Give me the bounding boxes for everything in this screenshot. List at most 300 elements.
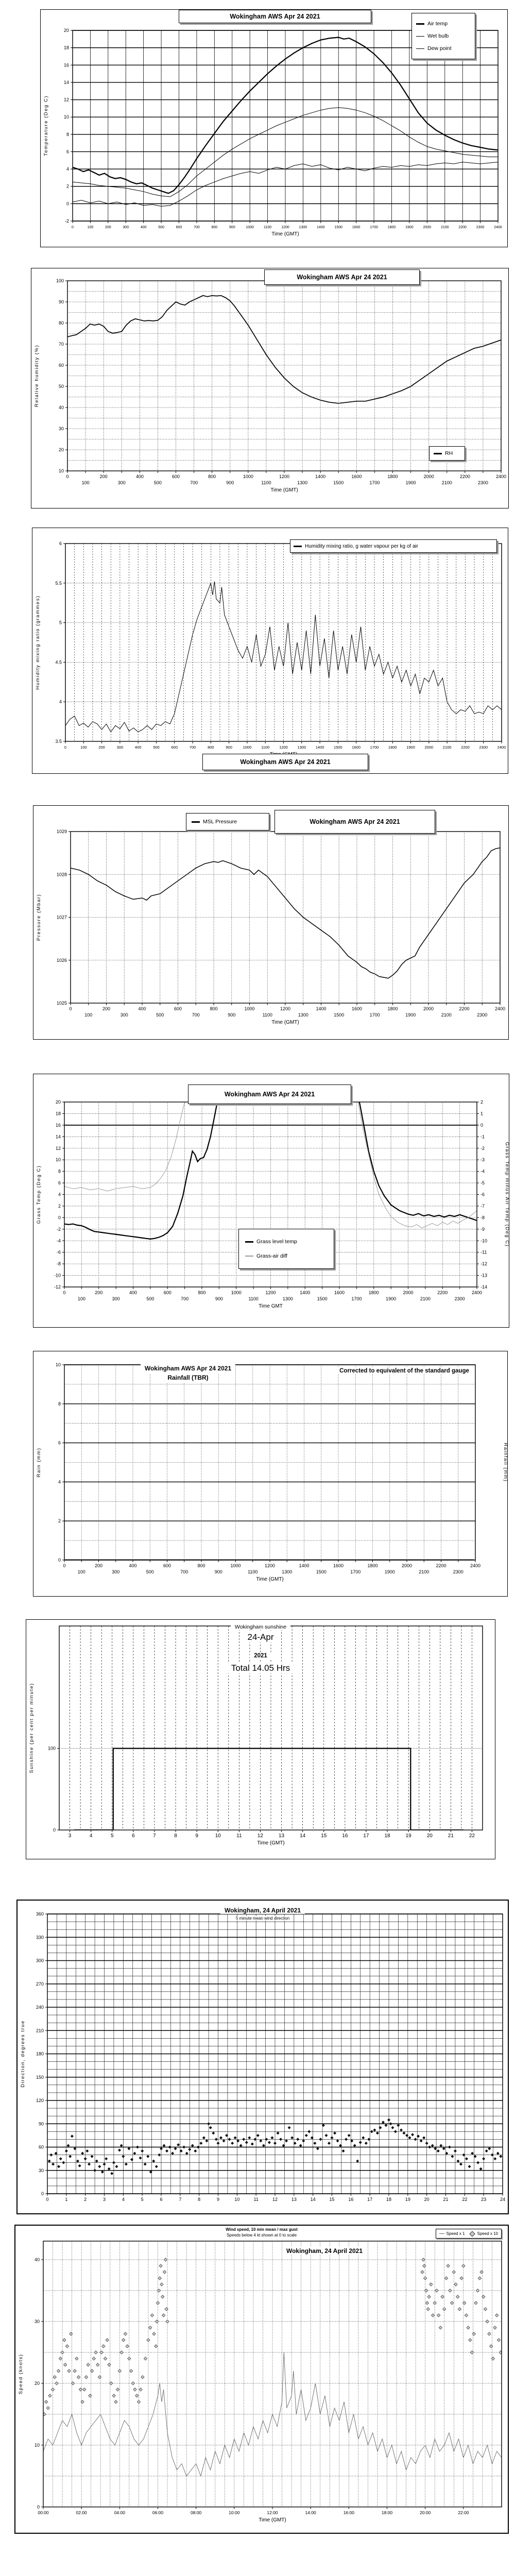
rainfall-title-line1: Wokingham AWS Apr 24 2021 (141, 1364, 235, 1373)
legend-box (186, 813, 269, 831)
mixing-ratio-chart (32, 528, 509, 774)
svg-text:900: 900 (226, 745, 232, 750)
svg-text:Relative humidity (%): Relative humidity (%) (34, 344, 40, 408)
svg-text:-2: -2 (56, 1226, 61, 1232)
svg-text:10:00: 10:00 (229, 2510, 240, 2515)
svg-text:-14: -14 (480, 1284, 488, 1290)
svg-text:06:00: 06:00 (152, 2510, 164, 2515)
svg-text:400: 400 (134, 745, 142, 750)
svg-text:300: 300 (120, 1012, 128, 1018)
svg-text:12: 12 (257, 1833, 264, 1839)
svg-text:4: 4 (58, 1192, 61, 1197)
mixing-ratio-line-swatch (294, 546, 302, 547)
svg-text:16: 16 (342, 1833, 348, 1839)
svg-text:16: 16 (55, 1122, 61, 1128)
svg-text:Speed (knots): Speed (knots) (18, 2353, 24, 2395)
svg-text:-1: -1 (480, 1134, 485, 1140)
svg-text:1300: 1300 (297, 480, 308, 485)
svg-text:14: 14 (55, 1134, 61, 1140)
svg-text:0: 0 (72, 226, 74, 229)
svg-text:200: 200 (98, 745, 105, 750)
svg-text:1700: 1700 (369, 480, 380, 485)
svg-text:100: 100 (77, 1296, 85, 1301)
chart-title-box: Wokingham AWS Apr 24 2021 (264, 269, 420, 285)
svg-text:1700: 1700 (370, 745, 379, 750)
svg-text:Time (GMT): Time (GMT) (271, 231, 299, 237)
svg-text:Temperature (Deg C): Temperature (Deg C) (43, 95, 49, 156)
svg-text:90: 90 (38, 2121, 44, 2127)
svg-text:0: 0 (63, 1563, 66, 1568)
pressure-chart (33, 806, 509, 1040)
svg-text:1900: 1900 (406, 745, 415, 750)
legend-label: Wet bulb (427, 33, 449, 39)
svg-text:1600: 1600 (334, 1290, 345, 1295)
svg-text:400: 400 (129, 1563, 137, 1568)
svg-text:1029: 1029 (56, 829, 67, 834)
svg-text:2200: 2200 (458, 226, 467, 229)
wind-direction-title-text: Wokingham, 24 April 2021 (220, 1907, 305, 1914)
humidity-chart (31, 268, 509, 509)
svg-text:1200: 1200 (264, 1563, 276, 1568)
svg-text:-3: -3 (480, 1157, 485, 1163)
svg-text:Direction, degrees true: Direction, degrees true (20, 2020, 26, 2088)
svg-text:6: 6 (59, 541, 62, 546)
svg-text:14: 14 (300, 1833, 306, 1839)
svg-text:40: 40 (34, 2257, 40, 2262)
svg-text:6: 6 (58, 1440, 61, 1446)
svg-text:2300: 2300 (477, 480, 488, 485)
svg-text:1200: 1200 (279, 745, 288, 750)
svg-text:16: 16 (348, 2197, 354, 2202)
dew-point-line-swatch (416, 48, 424, 49)
svg-text:2400: 2400 (495, 474, 507, 479)
svg-text:300: 300 (36, 1958, 44, 1963)
svg-text:8: 8 (66, 131, 69, 137)
svg-text:1400: 1400 (299, 1563, 310, 1568)
svg-text:5: 5 (110, 1833, 114, 1839)
svg-text:-6: -6 (480, 1192, 485, 1197)
svg-text:1600: 1600 (351, 1006, 363, 1011)
wind-speed-chart (15, 2226, 510, 2535)
svg-text:900: 900 (226, 480, 234, 485)
svg-text:800: 800 (208, 745, 214, 750)
svg-text:10: 10 (55, 1362, 61, 1367)
svg-text:2100: 2100 (442, 745, 452, 750)
svg-text:1000: 1000 (230, 1563, 241, 1568)
svg-text:500: 500 (153, 480, 162, 485)
svg-text:1000: 1000 (244, 1006, 255, 1011)
legend-box (411, 13, 475, 59)
svg-text:1: 1 (65, 2197, 68, 2202)
svg-text:1300: 1300 (298, 1012, 308, 1018)
svg-text:1400: 1400 (300, 1290, 311, 1295)
svg-text:20: 20 (34, 2381, 40, 2386)
svg-text:21: 21 (448, 1833, 454, 1839)
svg-text:100: 100 (47, 1745, 56, 1751)
svg-text:2300: 2300 (476, 226, 485, 229)
svg-text:Grass Temp (Deg C): Grass Temp (Deg C) (36, 1165, 42, 1224)
legend-label: Air temp (427, 21, 448, 27)
legend-item-msl-pressure (192, 814, 264, 830)
svg-text:13: 13 (278, 1833, 285, 1839)
legend-row (439, 2230, 498, 2237)
sunshine-total-text: Total 14.05 Hrs (227, 1663, 294, 1673)
svg-text:23: 23 (481, 2197, 487, 2202)
svg-text:5: 5 (59, 620, 62, 625)
panel-pressure (33, 805, 509, 1040)
svg-text:700: 700 (180, 1569, 188, 1574)
svg-text:800: 800 (197, 1563, 205, 1568)
svg-text:1800: 1800 (367, 1563, 378, 1568)
svg-text:2100: 2100 (441, 480, 452, 485)
legend-label: RH (445, 450, 453, 456)
panel-rainfall (33, 1351, 508, 1597)
svg-text:2400: 2400 (471, 1290, 483, 1295)
svg-text:800: 800 (208, 474, 216, 479)
legend-label: Dew point (427, 45, 452, 52)
svg-text:1400: 1400 (317, 226, 325, 229)
svg-text:17: 17 (367, 2197, 373, 2202)
svg-text:20: 20 (63, 28, 69, 33)
svg-text:2100: 2100 (441, 1012, 452, 1018)
rainfall-chart (33, 1351, 508, 1597)
svg-text:-13: -13 (480, 1273, 488, 1278)
svg-text:16:00: 16:00 (343, 2510, 354, 2515)
panel-mixing-ratio (32, 528, 508, 774)
svg-text:1900: 1900 (405, 1012, 416, 1018)
svg-text:1900: 1900 (405, 226, 414, 229)
svg-text:1200: 1200 (279, 474, 290, 479)
svg-text:1000: 1000 (243, 474, 253, 479)
svg-text:2000: 2000 (401, 1563, 413, 1568)
grass-temp-line-swatch (245, 1241, 253, 1243)
svg-text:18:00: 18:00 (381, 2510, 393, 2515)
svg-text:0: 0 (37, 2504, 40, 2510)
legend-item-grass-air-diff (245, 1249, 328, 1263)
wind-direction-chart (18, 1901, 510, 2215)
svg-text:0: 0 (63, 1290, 66, 1295)
svg-text:12: 12 (272, 2197, 278, 2202)
svg-text:Rain (mm): Rain (mm) (36, 1447, 42, 1478)
svg-text:Time (GMT): Time (GMT) (259, 2517, 286, 2523)
svg-text:6: 6 (160, 2197, 163, 2202)
svg-text:60: 60 (38, 2144, 44, 2150)
svg-text:1900: 1900 (384, 1569, 395, 1574)
sunshine-chart (26, 1620, 496, 1860)
svg-text:600: 600 (163, 1290, 171, 1295)
svg-text:0: 0 (53, 1827, 56, 1833)
svg-text:90: 90 (58, 299, 64, 304)
svg-text:0: 0 (66, 474, 69, 479)
svg-text:1100: 1100 (262, 1012, 272, 1018)
svg-text:2300: 2300 (477, 1012, 488, 1018)
svg-text:22:00: 22:00 (458, 2510, 469, 2515)
panel-grass-temp (33, 1074, 509, 1328)
svg-text:1700: 1700 (350, 1569, 361, 1574)
svg-text:12: 12 (55, 1145, 61, 1151)
svg-text:12:00: 12:00 (267, 2510, 278, 2515)
svg-text:50: 50 (58, 384, 64, 389)
svg-text:2100: 2100 (440, 226, 449, 229)
svg-text:2200: 2200 (437, 1290, 448, 1295)
legend-item-rh (434, 449, 460, 458)
svg-text:2400: 2400 (494, 226, 502, 229)
svg-text:1500: 1500 (317, 1296, 328, 1301)
svg-text:22: 22 (462, 2197, 468, 2202)
svg-text:300: 300 (112, 1569, 120, 1574)
svg-text:8: 8 (198, 2197, 201, 2202)
svg-text:10: 10 (55, 1157, 61, 1163)
svg-text:700: 700 (189, 745, 196, 750)
svg-text:300: 300 (112, 1296, 120, 1301)
svg-text:0: 0 (64, 745, 67, 750)
svg-text:1900: 1900 (405, 480, 416, 485)
svg-text:1100: 1100 (261, 480, 271, 485)
air-temp-line-swatch (416, 23, 424, 25)
svg-text:19: 19 (405, 2197, 410, 2202)
svg-text:21: 21 (443, 2197, 449, 2202)
svg-text:800: 800 (211, 226, 218, 229)
svg-text:200: 200 (105, 226, 111, 229)
svg-text:4: 4 (58, 1479, 61, 1485)
svg-text:200: 200 (102, 1006, 111, 1011)
wet-bulb-line-swatch (416, 36, 424, 37)
svg-text:17: 17 (363, 1833, 369, 1839)
chart-title-box: Wokingham AWS Apr 24 2021 (202, 754, 368, 770)
svg-text:2400: 2400 (497, 745, 506, 750)
svg-text:1800: 1800 (388, 745, 397, 750)
svg-text:210: 210 (36, 2028, 44, 2033)
svg-text:1025: 1025 (56, 1001, 67, 1006)
svg-text:-5: -5 (480, 1180, 485, 1186)
svg-text:0: 0 (58, 1557, 61, 1563)
panel-sunshine (26, 1619, 495, 1859)
svg-text:2200: 2200 (436, 1563, 447, 1568)
svg-text:-11: -11 (480, 1249, 487, 1255)
svg-text:3: 3 (68, 1833, 72, 1839)
legend-box (429, 446, 465, 461)
svg-text:200: 200 (99, 474, 108, 479)
svg-text:8: 8 (174, 1833, 177, 1839)
svg-text:1028: 1028 (56, 872, 67, 877)
sunshine-title-station: Wokingham sunshine (231, 1624, 290, 1630)
svg-text:-6: -6 (56, 1249, 61, 1255)
svg-text:2300: 2300 (454, 1296, 465, 1301)
legend-label: Speed x 10 (477, 2231, 498, 2236)
svg-text:20: 20 (58, 447, 64, 452)
svg-text:100: 100 (77, 1569, 85, 1574)
legend-box (290, 539, 497, 553)
svg-text:2000: 2000 (403, 1290, 414, 1295)
svg-text:270: 270 (36, 1981, 44, 1987)
svg-text:18: 18 (386, 2197, 392, 2202)
svg-text:-8: -8 (480, 1215, 485, 1221)
svg-text:330: 330 (36, 1935, 44, 1940)
svg-text:0: 0 (480, 1122, 484, 1128)
svg-text:9: 9 (216, 2197, 220, 2202)
rainfall-note-text: Corrected to equivalent of the standard gauge (335, 1368, 473, 1374)
svg-text:22: 22 (469, 1833, 475, 1839)
svg-text:1027: 1027 (56, 914, 67, 920)
svg-text:240: 240 (36, 2005, 44, 2010)
svg-text:5: 5 (141, 2197, 144, 2202)
svg-text:6: 6 (132, 1833, 135, 1839)
svg-text:4: 4 (59, 699, 62, 705)
svg-text:1200: 1200 (281, 226, 289, 229)
svg-text:12: 12 (63, 97, 69, 103)
svg-text:1300: 1300 (282, 1296, 293, 1301)
svg-text:1500: 1500 (334, 1012, 345, 1018)
svg-text:2200: 2200 (459, 1006, 470, 1011)
svg-text:2: 2 (84, 2197, 87, 2202)
svg-text:900: 900 (215, 1296, 223, 1301)
legend-label: Humidity mixing ratio, g water vapour per kg of air (305, 543, 419, 549)
svg-text:4: 4 (122, 2197, 125, 2202)
svg-text:400: 400 (140, 226, 147, 229)
svg-text:2100: 2100 (419, 1569, 430, 1574)
svg-text:150: 150 (36, 2074, 44, 2080)
legend-box (436, 2229, 502, 2239)
svg-text:80: 80 (58, 320, 64, 326)
svg-text:24: 24 (500, 2197, 506, 2202)
svg-text:1700: 1700 (370, 226, 378, 229)
svg-text:400: 400 (135, 474, 144, 479)
svg-text:1100: 1100 (248, 1569, 258, 1574)
svg-text:1900: 1900 (386, 1296, 397, 1301)
svg-text:08:00: 08:00 (191, 2510, 202, 2515)
svg-text:700: 700 (190, 480, 198, 485)
svg-text:30: 30 (34, 2319, 40, 2324)
svg-text:360: 360 (36, 1911, 44, 1917)
grass-air-diff-line-swatch (245, 1256, 253, 1257)
svg-text:100: 100 (80, 745, 87, 750)
svg-text:Humidity mixing ratio (grammes: Humidity mixing ratio (grammes) (35, 595, 41, 690)
svg-text:-8: -8 (56, 1261, 61, 1267)
svg-text:7: 7 (153, 1833, 156, 1839)
svg-text:1700: 1700 (351, 1296, 362, 1301)
svg-text:Grass Temp minus Air Temp (Deg: Grass Temp minus Air Temp (Deg C) (504, 1142, 510, 1247)
svg-text:7: 7 (179, 2197, 182, 2202)
svg-text:-4: -4 (480, 1168, 485, 1174)
svg-text:600: 600 (171, 745, 178, 750)
svg-text:2000: 2000 (424, 745, 434, 750)
svg-text:100: 100 (84, 1012, 93, 1018)
svg-text:11: 11 (253, 2197, 259, 2202)
mean-speed-line-swatch (439, 2233, 444, 2234)
svg-text:1500: 1500 (333, 480, 344, 485)
svg-text:-4: -4 (56, 1238, 61, 1244)
svg-text:180: 180 (36, 2051, 44, 2057)
svg-text:10: 10 (63, 114, 69, 120)
svg-text:1500: 1500 (316, 1569, 327, 1574)
svg-text:300: 300 (117, 480, 126, 485)
svg-text:20: 20 (426, 1833, 433, 1839)
legend-label: Grass level temp (256, 1239, 297, 1245)
svg-text:0: 0 (58, 1215, 61, 1221)
svg-text:3.5: 3.5 (55, 739, 62, 744)
svg-text:700: 700 (194, 226, 200, 229)
msl-pressure-line-swatch (192, 821, 200, 823)
chart-title-box: Wokingham AWS Apr 24 2021 (274, 810, 435, 834)
svg-text:70: 70 (58, 342, 64, 347)
svg-text:Time (GMT): Time (GMT) (257, 1840, 285, 1846)
svg-text:1800: 1800 (387, 226, 396, 229)
wind-speed-header-line1: Wind speed, 10 min mean / max gust (221, 2227, 302, 2232)
svg-text:500: 500 (146, 1569, 154, 1574)
svg-text:Rainfall (mm): Rainfall (mm) (503, 1443, 508, 1482)
panel-temperature (40, 9, 508, 247)
svg-text:1300: 1300 (297, 745, 306, 750)
sunshine-date-text: 24-Apr (243, 1632, 278, 1642)
svg-text:2200: 2200 (459, 474, 470, 479)
svg-text:500: 500 (158, 226, 164, 229)
legend-label: MSL Pressure (203, 819, 237, 825)
svg-text:0: 0 (66, 201, 69, 207)
svg-text:2400: 2400 (470, 1563, 481, 1568)
svg-text:14: 14 (310, 2197, 316, 2202)
legend-item-mixing-ratio (294, 541, 493, 551)
panel-humidity (31, 268, 509, 509)
rh-line-swatch (434, 453, 442, 454)
svg-text:2300: 2300 (453, 1569, 464, 1574)
svg-text:2100: 2100 (420, 1296, 431, 1301)
svg-text:4: 4 (66, 166, 69, 172)
panel-wind-direction (16, 1900, 509, 2214)
svg-text:700: 700 (192, 1012, 200, 1018)
svg-text:02:00: 02:00 (76, 2510, 87, 2515)
svg-text:2200: 2200 (461, 745, 470, 750)
svg-text:2: 2 (66, 183, 69, 189)
rainfall-title-line2: Rainfall (TBR) (163, 1373, 212, 1382)
legend-item-grass-level-temp (245, 1234, 328, 1249)
svg-text:100: 100 (87, 226, 94, 229)
svg-text:1600: 1600 (333, 1563, 344, 1568)
svg-text:2000: 2000 (423, 1006, 434, 1011)
svg-text:2: 2 (58, 1518, 61, 1524)
svg-text:900: 900 (229, 226, 235, 229)
svg-text:Pressure (Mbar): Pressure (Mbar) (36, 893, 42, 941)
svg-text:1400: 1400 (315, 474, 326, 479)
svg-text:1300: 1300 (282, 1569, 293, 1574)
svg-text:14: 14 (63, 79, 69, 85)
svg-text:1100: 1100 (261, 745, 270, 750)
svg-text:10: 10 (58, 468, 64, 473)
svg-text:15: 15 (329, 2197, 335, 2202)
svg-text:04:00: 04:00 (114, 2510, 125, 2515)
svg-text:-10: -10 (54, 1273, 61, 1278)
svg-text:10: 10 (215, 1833, 221, 1839)
svg-text:100: 100 (56, 278, 64, 283)
svg-text:3: 3 (102, 2197, 106, 2202)
svg-text:600: 600 (176, 226, 182, 229)
svg-text:300: 300 (116, 745, 124, 750)
svg-text:60: 60 (58, 363, 64, 368)
svg-text:-9: -9 (480, 1226, 485, 1232)
svg-text:Time (GMT): Time (GMT) (271, 1020, 299, 1025)
svg-text:500: 500 (153, 745, 160, 750)
svg-text:600: 600 (174, 1006, 182, 1011)
svg-text:900: 900 (214, 1569, 222, 1574)
svg-text:1600: 1600 (351, 474, 362, 479)
svg-text:700: 700 (181, 1296, 189, 1301)
svg-text:800: 800 (198, 1290, 206, 1295)
svg-text:30: 30 (38, 2167, 44, 2173)
svg-text:1000: 1000 (243, 745, 252, 750)
svg-text:500: 500 (146, 1296, 154, 1301)
wind-direction-subtitle-text: 5 minute mean wind direction (232, 1916, 294, 1921)
svg-text:1400: 1400 (316, 1006, 327, 1011)
svg-text:1600: 1600 (352, 226, 360, 229)
